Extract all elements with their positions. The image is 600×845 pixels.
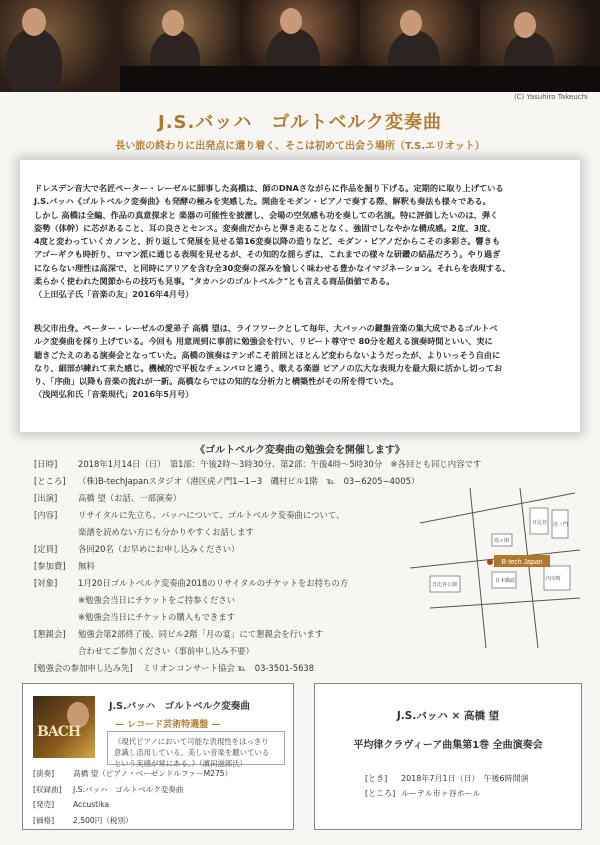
contact-value: ミリオンコンサート協会 ℡ 03-3501-5638 xyxy=(142,663,315,673)
cd-performer-label: [演奏] xyxy=(33,769,55,778)
cd-title: J.S.バッハ ゴルトベルク変奏曲 xyxy=(109,701,250,712)
capacity-value: 各回20名（お早めにお申し込みください） xyxy=(78,544,240,554)
map-label: 霞ヶ関 xyxy=(494,538,510,544)
review-line: アゴーギクも時折り、ロマン派に通じる表現を見せるが、その知的な揺らぎは、これまでの様々な研鑽の結晶だろう。やり過ぎ xyxy=(34,249,501,260)
review-line: 4度と変わっていくカノンと、折り返して発展を見せる第16変奏以降の造りなど、モダン・ピアノだからこその多彩さ。響きも xyxy=(34,236,501,247)
fee-value: 無料 xyxy=(78,561,95,571)
performer-photo xyxy=(120,0,240,92)
date-label: [日時] xyxy=(34,459,58,469)
performer-value: 高橋 望（お話、一部演奏） xyxy=(78,493,182,503)
review-line: 姿勢（体幹）に芯があること、耳の良さとセンス。変奏曲だからと弾き走ることなく、強固でしなやかな構成感。2度、3度、 xyxy=(34,222,496,233)
target-line: ※勉強会当日にチケットの購入もできます xyxy=(78,612,236,622)
cd-cover xyxy=(33,696,95,758)
concert-title: J.S.バッハ × 高橋 望 xyxy=(396,710,500,722)
review-line: 秩父市出身。ペーター・レーゼルの愛弟子 高橋 望は、ライフワークとして毎年、大バッハの鍵盤音楽の集大成であるゴルトベ xyxy=(34,323,498,333)
content-line: リサイタルに先立ち、バッハについて、ゴルトベルク変奏曲について、 xyxy=(78,510,345,520)
page-subtitle: 長い旅の終わりに出発点に還り着く、そこは初めて出会う場所（T.S.エリオット） xyxy=(115,141,485,152)
review-source: （上田弘子氏「音楽の友」2016年4月号） xyxy=(34,289,194,300)
review-line: なり、細部が練れて来た感じ。機械的で平板なチェンバロと違う、歌える楽器 ピアノの広大な表現力を最大限に活かし切ってお xyxy=(34,362,503,373)
place-value: （株)B-techJapanスタジオ（港区虎ノ門1−1−3 磯村ビル1階 ℡ 03−6205−4005） xyxy=(78,476,420,486)
quote-line: という実感が常にある。》（濱田滋郎氏） xyxy=(114,759,248,768)
review-line: しかし 高橋は全編、作品の真意探求と 楽器の可能性を披瀝し、会場の空気感も功を奏しての名演。特に評価したいのは、弾く xyxy=(34,209,499,220)
date-value: 2018年1月14日（日） 第1部：午後2時〜3時30分、第2部：午後4時〜5時30分 ※各回とも同じ内容です xyxy=(78,459,482,469)
concert-info-box xyxy=(314,683,582,830)
review-line: 柔らかく使われた関節からの技巧も見事。"タカハシのゴルトベルク"とも言える商品価値である。 xyxy=(34,276,395,287)
performer-photo xyxy=(240,0,360,92)
review-line: ルク変奏曲を採り上げている。今回も 用意周到に事前に勉強会を行い、リピート尊守で 80分を超える演奏時間といい、実に xyxy=(34,336,493,347)
cd-record-label: [収録曲] xyxy=(33,784,62,794)
map-label: 虎ノ門 xyxy=(553,522,569,528)
cd-price-value: 2,500円（税別） xyxy=(73,815,133,825)
party-label: [懇親会] xyxy=(34,629,66,639)
content-label: [内容] xyxy=(34,510,58,520)
map-label: 日本郵政 xyxy=(495,578,516,584)
cd-award: — レコード芸術特選盤 — xyxy=(115,720,221,730)
map-marker-icon xyxy=(487,559,493,565)
performer-label: [出演] xyxy=(34,493,58,503)
review-line: ドレスデン音大で名匠ペーター・レーゼルに師事した高橋は、師のDNAさながらに作品を掘り下げる。定期的に取り上げている xyxy=(34,183,504,193)
concert-place-value: ルーテル市ヶ谷ホール xyxy=(401,789,481,798)
cd-review-quote xyxy=(107,731,285,768)
cd-details xyxy=(33,766,232,828)
content-line: 楽譜を読めない方にも分かりやすくお話します xyxy=(78,527,254,537)
review-2 xyxy=(34,322,564,402)
cd-release-label: [発売] xyxy=(33,800,55,809)
party-line: 合わせてご参加ください（事前申し込み不要） xyxy=(78,646,254,656)
review-line: にならない理性は高深で、と同時にアリアを含む全30変奏の深みを愉しく味わせる豊かなイマジネーション。それらを表現する、 xyxy=(34,262,511,273)
concert-date-value: 2018年7月1日（日） 午後6時開演 xyxy=(401,774,529,783)
cd-cover-title: BACH xyxy=(37,724,81,740)
party-line: 勉強会第2部終了後、同ビル2階「月の宴」にて懇親会を行います xyxy=(78,629,324,639)
quote-line: 意識し活用している。美しい音楽を聴いている xyxy=(114,748,270,757)
fee-label: [参加費] xyxy=(34,561,66,571)
performer-photo-strip xyxy=(0,0,600,92)
cd-info-box xyxy=(22,683,294,830)
concert-date-label: [とき] xyxy=(365,774,388,783)
venue-map xyxy=(410,488,580,648)
contact-label: [勉強会の参加申し込み先] xyxy=(34,663,133,673)
concert-details xyxy=(365,771,529,801)
review-line: J.S.バッハ《ゴルトベルク変奏曲》も発酵の極みを実感した。開曲をモダン・ピアノで奏する際、解釈も奏法も様々である。 xyxy=(34,196,491,207)
target-label: [対象] xyxy=(34,578,58,588)
target-line: ※勉強会当日にチケットをご持参ください xyxy=(78,595,236,605)
performer-photo xyxy=(480,0,600,92)
performer-photo xyxy=(0,0,120,92)
photo-credit: (C) Yasuhiro Takeuchi xyxy=(513,93,588,101)
map-venue-label: B-tech Japan xyxy=(501,559,543,566)
study-session-title: 《ゴルトベルク変奏曲の勉強会を開催します》 xyxy=(195,445,405,456)
target-line: 1月20日ゴルトベルク変奏曲2018のリサイタルのチケットをお持ちの方 xyxy=(78,578,349,588)
cd-price-label: [価格] xyxy=(33,815,55,825)
review-line: り、「序曲」以降も音楽の流れが一新。高橋ならではの知的な分析力と構築性がその所を得ていた。 xyxy=(34,376,399,387)
review-1 xyxy=(34,182,564,302)
page-title: J.S.バッハ ゴルトベルク変奏曲 xyxy=(158,112,442,133)
cd-performer-value: 高橋 望（ピアノ・ベーゼンドルファーM275） xyxy=(73,769,233,778)
map-label: 日比谷公園 xyxy=(432,582,458,588)
performer-photo xyxy=(360,0,480,92)
place-label: [ところ] xyxy=(34,476,66,486)
cd-release-value: Accustika xyxy=(73,800,110,809)
cd-record-value: J.S.バッハ ゴルトベルク変奏曲 xyxy=(73,784,184,794)
capacity-label: [定員] xyxy=(34,544,58,554)
review-line: 聴きごたえのある演奏会となっていた。高橋の演奏はテンポこそ前回とほとんど変わらないようだったが、よりいっそう自由に xyxy=(34,349,501,360)
map-label: 日比谷 xyxy=(532,520,548,526)
quote-line: 《現代ピアノにおいて可能な表現性をはっきり xyxy=(114,737,269,746)
review-source: （浅岡弘和氏「音楽現代」2016年5月号） xyxy=(34,389,194,400)
concert-place-label: [ところ] xyxy=(365,789,396,798)
map-label: 内幸町 xyxy=(546,576,562,582)
concert-subtitle: 平均律クラヴィーア曲集第1巻 全曲演奏会 xyxy=(353,740,543,751)
